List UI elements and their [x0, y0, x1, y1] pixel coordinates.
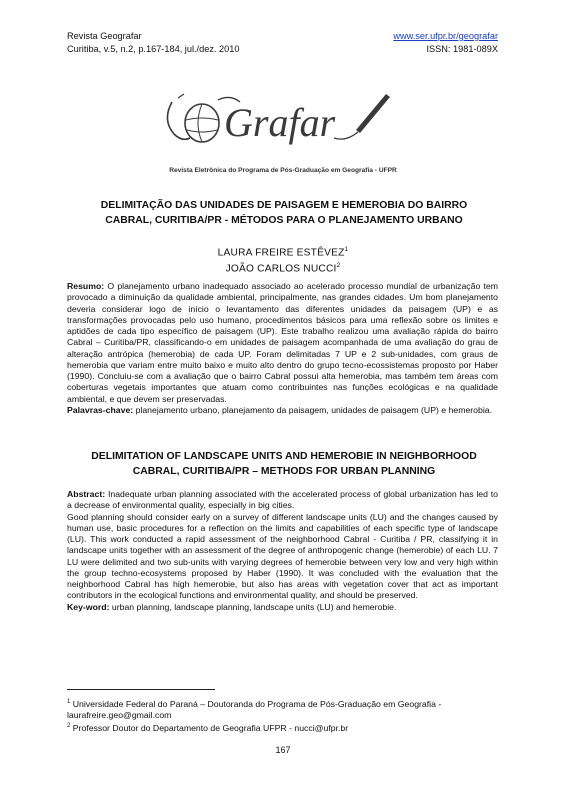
palavras-chave-text: planejamento urbano, planejamento da paisagem, unidades de paisagem (UP) e hemerobia.: [135, 404, 493, 415]
journal-citation: Curitiba, v.5, n.2, p.167-184, jul./dez. 2010: [67, 43, 240, 54]
abstract-paragraph: Good planning should consider early on a survey of different landscape units (LU) and the changes caused by human use, basic procedures for a reflection on the limits and capabilities of each specific type of landscape (LU). This work conducted a rapid assessment of the neighborhood Cabral - Curitiba / PR, classifying it in landscape units together with an assessment of the degree of anthropogenic change (hemerobie) of each LU. 7 LU were delimited and two sub-units with varying degrees of hemerobie between very low and very high within the group techno-ecosystems proposed by Haber (1990). It was concluded with the evaluation that the neighborhood Cabral has high hemerobie, but also has areas with vegetation cover that act as important contributors in the ecological functions and environmental quality, and should be preserved.: [67, 511, 498, 601]
footnotes: [67, 697, 498, 734]
footnote-text: Universidade Federal do Paraná – Doutoranda do Programa de Pós-Graduação em Geografia - laurafreire.geo@gmail.com: [67, 698, 442, 721]
article-title-pt: [70, 199, 498, 228]
author-1: [0, 243, 566, 259]
palavras-chave-paragraph: [67, 405, 498, 416]
resumo-label: Resumo:: [67, 281, 105, 291]
pen-icon: [334, 94, 390, 139]
page-number: 167: [275, 745, 291, 755]
author-list: [0, 243, 566, 276]
title-pt-line: DELIMITAÇÃO DAS UNIDADES DE PAISAGEM E HEMEROBIA DO BAIRRO: [100, 200, 468, 211]
abstract-section: [67, 489, 498, 613]
title-pt-line: CABRAL, CURITIBA/PR - MÉTODOS PARA O PLANEJAMENTO URBANO: [105, 214, 463, 226]
keywords-text: urban planning, landscape planning, landscape units (LU) and hemerobie.: [111, 601, 397, 612]
footnote-1: [67, 697, 498, 721]
resumo-section: [67, 281, 498, 416]
geografar-logo: [160, 90, 410, 148]
title-en-line: DELIMITATION OF LANDSCAPE UNITS AND HEMEROBIE IN NEIGHBORHOOD: [91, 451, 477, 462]
resumo-text: O planejamento urbano inadequado associado ao acelerado processo mundial de urbanização tem provocado a diminuição da qualidade ambiental, principalmente, nas grandes cidades. Um bom planejamento deveria considerar logo de início o levantamento das diferentes unidades da paisagem (UP) e as transformações provocadas pelo uso humano, procedimentos básicos para uma reflexão sobre os limites e aptidões de cada tipo específico de paisagem (UP). Este trabalho realizou uma avaliação rápida do bairro Cabral – Curitiba/PR, classificando-o em unidades de paisagem acompanhada de uma avaliação do grau de alteração antrópica (hemerobia) de cada UP. Foram delimitadas 7 UP e 2 sub-unidades, com graus de hemerobia que variam entre muito baixo e muito alto dentro do grupo tecno-ecossistemas proposto por Haber (1990). Concluiu-se com a avaliação que o bairro Cabral possui alta hemerobia, mas também tem áreas com coberturas vegetais importantes que atuam como contribuintes nas funções ecológicas e na qualidade ambiental, e que devem ser preservadas.: [67, 281, 498, 404]
footnote-mark: 1: [67, 699, 71, 705]
title-en-line: CABRAL, CURITIBA/PR – METHODS FOR URBAN PLANNING: [132, 465, 436, 477]
author-name: LAURA FREIRE ESTÊVEZ: [217, 247, 345, 259]
abstract-label: Abstract:: [67, 489, 106, 499]
footnote-divider: [67, 689, 215, 690]
journal-name: Revista Geografar: [67, 31, 142, 41]
keywords-paragraph: [67, 602, 498, 613]
author-footnote-mark: 1: [344, 246, 349, 253]
author-2: [0, 259, 566, 275]
keywords-label: Key-word:: [67, 601, 110, 612]
footnote-2: [67, 721, 498, 734]
footnote-text: Professor Doutor do Departamento de Geografia UFPR - nucci@ufpr.br: [72, 723, 349, 734]
journal-header-right: [393, 30, 498, 55]
abstract-text: Inadequate urban planning associated with the accelerated process of global urbanization has led to a decrease of environmental quality, especially in big cities.: [67, 489, 498, 511]
journal-url-link[interactable]: www.ser.ufpr.br/geografar: [393, 31, 498, 41]
logo-wordmark: Grafar: [224, 100, 336, 145]
article-title-en: [70, 450, 498, 479]
palavras-chave-label: Palavras-chave:: [67, 404, 134, 415]
journal-header-left: [67, 30, 239, 55]
author-footnote-mark: 2: [336, 262, 341, 270]
author-name: JOÃO CARLOS NUCCI: [225, 263, 337, 275]
abstract-paragraph: [67, 489, 498, 512]
logo-subtitle: Revista Eletrônica do Programa de Pós-Graduação em Geografia - UFPR: [169, 167, 397, 174]
resumo-paragraph: [67, 281, 498, 405]
footnote-mark: 2: [67, 723, 71, 730]
journal-issn: ISSN: 1981-089X: [426, 43, 498, 54]
